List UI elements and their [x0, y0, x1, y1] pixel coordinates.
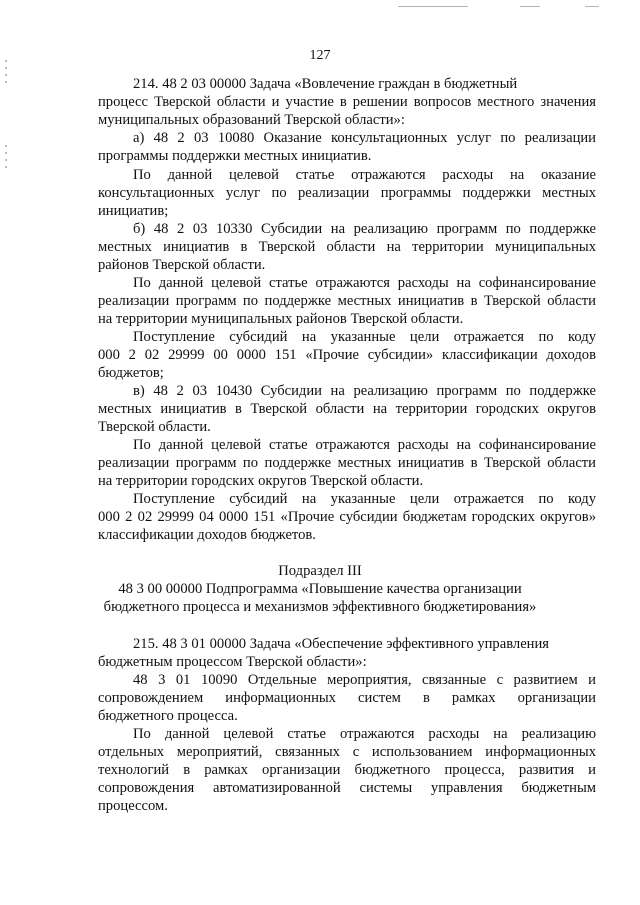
- paragraph-line: на территории муниципальных районов Тверской области.: [98, 311, 464, 327]
- paragraph-line: 215. 48 3 01 00000 Задача «Обеспечение эффективного управления: [133, 636, 549, 652]
- paragraph-line: По данной целевой статье отражаются расходы на реализацию: [133, 726, 596, 742]
- paragraph-line: Тверской области.: [98, 419, 211, 435]
- paragraph-line: консультационных услуг по реализации программы поддержки местных: [98, 185, 596, 201]
- scan-artifact: [398, 6, 468, 7]
- paragraph-line: сопровождения автоматизированной системы управления бюджетным: [98, 780, 596, 796]
- paragraph-line: муниципальных образований Тверской области»:: [98, 112, 405, 128]
- paragraph-line: а) 48 2 03 10080 Оказание консультационных услуг по реализации: [133, 130, 596, 146]
- paragraph-line: реализации программ по поддержке местных инициатив в Тверской области: [98, 455, 596, 471]
- paragraph-line: районов Тверской области.: [98, 257, 266, 273]
- page-number: 127: [309, 48, 331, 63]
- paragraph-line: По данной целевой статье отражаются расходы на софинансирование: [133, 437, 596, 453]
- subprogram-title: бюджетного процесса и механизмов эффективного бюджетирования»: [103, 599, 537, 615]
- paragraph-line: отдельных мероприятий, связанных с использованием информационных: [98, 744, 596, 760]
- paragraph-line: 000 2 02 29999 00 0000 151 «Прочие субсидии» классификации доходов: [98, 347, 596, 363]
- paragraph-line: По данной целевой статье отражаются расходы на софинансирование: [133, 275, 596, 291]
- subprogram-title: 48 3 00 00000 Подпрограмма «Повышение качества организации: [118, 581, 522, 597]
- paragraph-line: По данной целевой статье отражаются расходы на оказание: [133, 167, 596, 183]
- paragraph-line: программы поддержки местных инициатив.: [98, 148, 372, 164]
- paragraph-line: технологий в рамках организации бюджетного процесса, развития и: [98, 762, 596, 778]
- paragraph-line: б) 48 2 03 10330 Субсидии на реализацию программ по поддержке: [133, 221, 596, 237]
- paragraph-line: классификации доходов бюджетов.: [98, 527, 316, 543]
- paragraph-line: реализации программ по поддержке местных инициатив в Тверской области: [98, 293, 596, 309]
- paragraph-line: 214. 48 2 03 00000 Задача «Вовлечение граждан в бюджетный: [133, 76, 518, 92]
- paragraph-line: Поступление субсидий на указанные цели отражается по коду: [133, 491, 596, 507]
- paragraph-line: на территории городских округов Тверской области.: [98, 473, 424, 489]
- section-heading: Подраздел III: [278, 563, 362, 579]
- paragraph-line: процессом.: [98, 798, 168, 814]
- paragraph-line: 000 2 02 29999 04 0000 151 «Прочие субсидии бюджетам городских округов»: [98, 509, 596, 525]
- paragraph-line: местных инициатив в Тверской области на территории муниципальных: [98, 239, 596, 255]
- paragraph-line: Поступление субсидий на указанные цели отражается по коду: [133, 329, 596, 345]
- paragraph-line: бюджетным процессом Тверской области»:: [98, 654, 367, 670]
- scan-artifact: [5, 145, 7, 173]
- paragraph-line: процесс Тверской области и участие в решении вопросов местного значения: [98, 94, 596, 110]
- scan-artifact: [520, 6, 540, 7]
- paragraph-line: местных инициатив в Тверской области на территории городских округов: [98, 401, 596, 417]
- paragraph-line: бюджетного процесса.: [98, 708, 238, 724]
- paragraph-line: сопровождением информационных систем в рамках организации: [98, 690, 596, 706]
- paragraph-line: в) 48 2 03 10430 Субсидии на реализацию программ по поддержке: [133, 383, 596, 399]
- paragraph-line: 48 3 01 10090 Отдельные мероприятия, связанные с развитием и: [133, 672, 596, 688]
- scan-artifact: [585, 6, 599, 7]
- paragraph-line: бюджетов;: [98, 365, 164, 381]
- paragraph-line: инициатив;: [98, 203, 169, 219]
